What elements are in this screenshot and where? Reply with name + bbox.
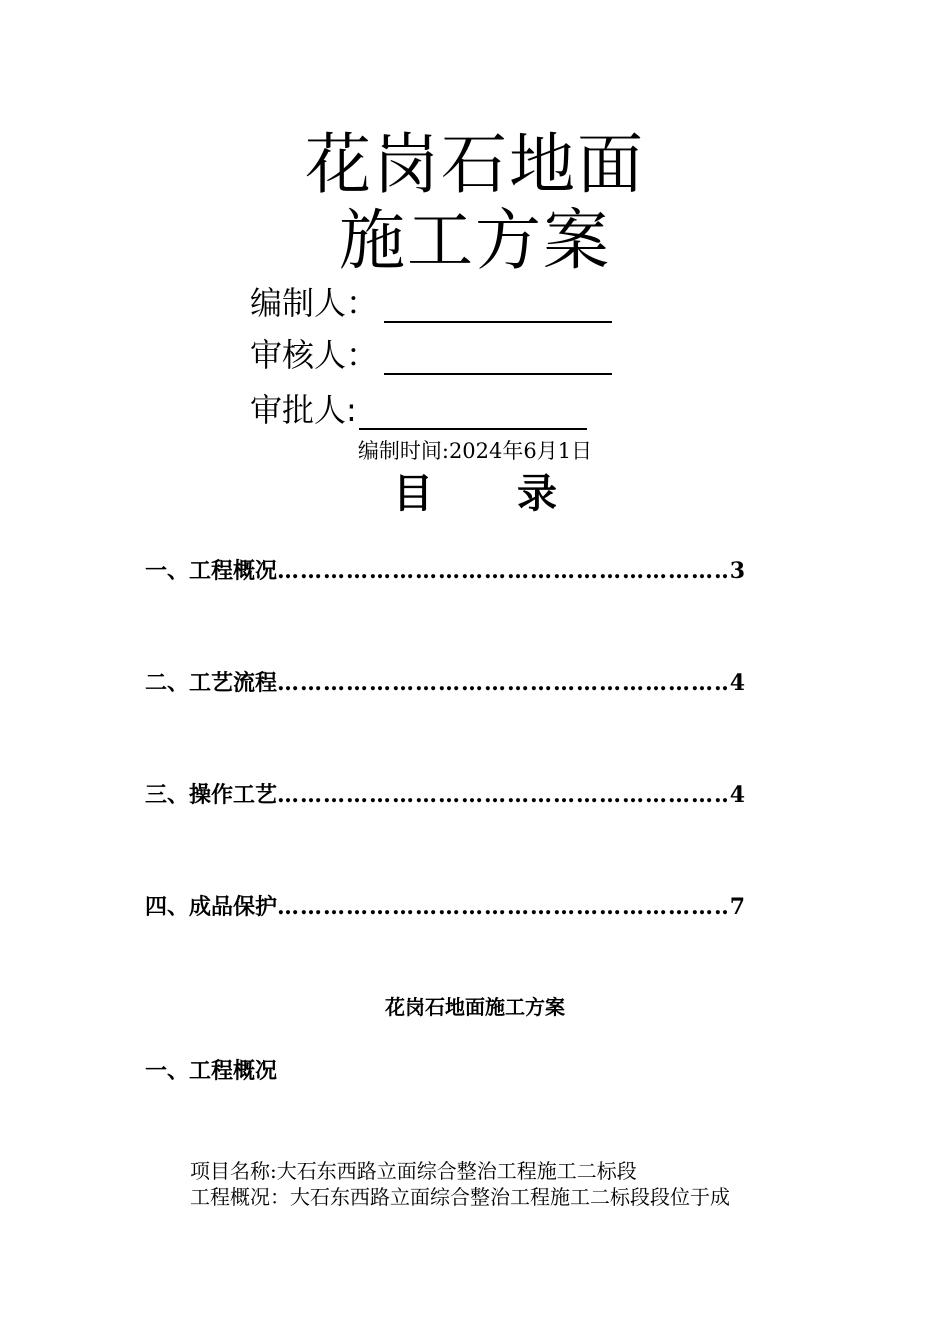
- reviewer-label: 审核人：: [250, 336, 379, 374]
- section-heading: 一、工程概况: [145, 1059, 278, 1084]
- toc-item-label: 二、工艺流程: [145, 671, 278, 696]
- approver-signature-line: [359, 394, 587, 430]
- approver-signature-row: [250, 390, 587, 430]
- editor-label: 编制人：: [250, 284, 379, 322]
- reviewer-signature-line: [384, 339, 612, 375]
- document-title-line-1: 花岗石地面: [305, 126, 645, 203]
- toc-leader-dots: [277, 668, 730, 698]
- toc-item[interactable]: [145, 892, 745, 923]
- compile-date: 编制时间:2024年6月1日: [357, 439, 593, 463]
- body-title: 花岗石地面施工方案: [385, 995, 565, 1019]
- document-title-line-2: 施工方案: [339, 202, 611, 279]
- toc-item[interactable]: [145, 668, 745, 699]
- toc-leader-dots: [277, 780, 730, 810]
- reviewer-signature-row: [250, 335, 612, 375]
- toc-item-label: 三、操作工艺: [145, 783, 278, 808]
- toc-item[interactable]: [145, 780, 745, 811]
- toc-item-page: 4: [729, 670, 745, 696]
- toc-item-page: 7: [729, 894, 745, 920]
- editor-signature-row: [250, 283, 612, 323]
- toc-item-page: 3: [729, 558, 745, 584]
- project-overview-paragraph: 工程概况：大石东西路立面综合整治工程施工二标段段位于成: [190, 1185, 730, 1209]
- editor-signature-line: [384, 287, 612, 323]
- toc-item-label: 一、工程概况: [145, 559, 278, 584]
- approver-label: 审批人:: [250, 391, 357, 429]
- toc-item-label: 四、成品保护: [145, 895, 278, 920]
- toc-heading: 目录: [393, 471, 641, 517]
- toc-leader-dots: [277, 892, 730, 922]
- toc-leader-dots: [277, 556, 730, 586]
- toc-item-page: 4: [729, 782, 745, 808]
- toc-item[interactable]: [145, 556, 745, 587]
- project-name-paragraph: 项目名称:大石东西路立面综合整治工程施工二标段: [190, 1159, 637, 1183]
